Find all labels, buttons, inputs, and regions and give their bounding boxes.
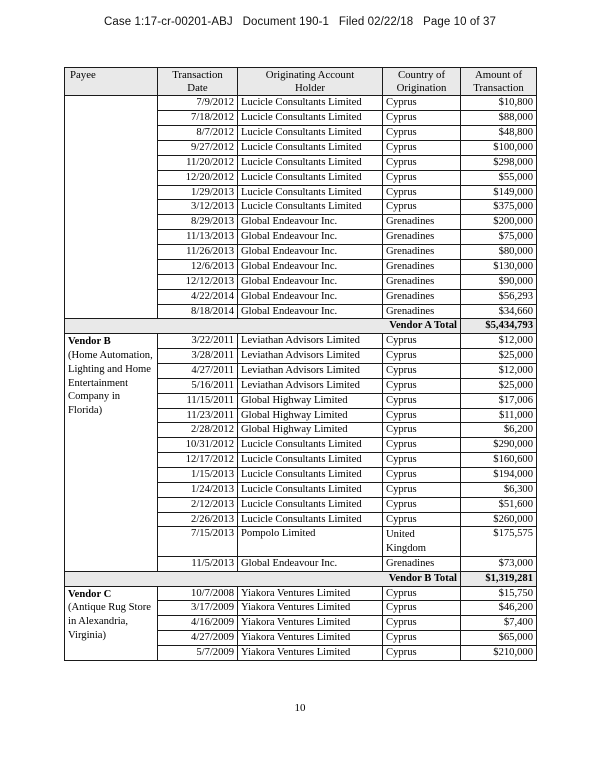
account-holder-cell: Lucicle Consultants Limited	[238, 185, 383, 200]
transaction-date-cell: 11/15/2011	[158, 393, 238, 408]
amount-cell: $12,000	[461, 334, 537, 349]
amount-cell: $7,400	[461, 616, 537, 631]
account-holder-cell: Lucicle Consultants Limited	[238, 96, 383, 111]
vendor-transactions-table	[64, 67, 537, 661]
account-holder-cell: Lucicle Consultants Limited	[238, 467, 383, 482]
account-holder-cell: Global Endeavour Inc.	[238, 556, 383, 571]
transaction-date-cell: 2/12/2013	[158, 497, 238, 512]
transaction-date-cell: 11/5/2013	[158, 556, 238, 571]
transaction-date-cell: 4/16/2009	[158, 616, 238, 631]
country-cell: Cyprus	[383, 200, 461, 215]
account-holder-cell: Global Highway Limited	[238, 393, 383, 408]
country-cell: Cyprus	[383, 646, 461, 661]
column-header-amount-line2: Transaction	[473, 81, 524, 94]
amount-cell: $10,800	[461, 96, 537, 111]
transaction-date-cell: 8/7/2012	[158, 126, 238, 141]
country-cell: Cyprus	[383, 512, 461, 527]
transaction-date-cell: 11/23/2011	[158, 408, 238, 423]
amount-cell: $175,575	[461, 527, 537, 556]
transaction-date-cell: 1/29/2013	[158, 185, 238, 200]
amount-cell: $17,006	[461, 393, 537, 408]
account-holder-cell: Yiakora Ventures Limited	[238, 631, 383, 646]
vendor-total-value: $1,319,281	[461, 571, 537, 586]
amount-cell: $56,293	[461, 289, 537, 304]
account-holder-cell: Lucicle Consultants Limited	[238, 126, 383, 141]
transaction-date-cell: 12/17/2012	[158, 453, 238, 468]
country-cell: Grenadines	[383, 259, 461, 274]
transaction-date-cell: 4/22/2014	[158, 289, 238, 304]
account-holder-cell: Lucicle Consultants Limited	[238, 482, 383, 497]
amount-cell: $12,000	[461, 363, 537, 378]
account-holder-cell: Yiakora Ventures Limited	[238, 616, 383, 631]
account-holder-cell: Leviathan Advisors Limited	[238, 349, 383, 364]
payee-vendor-description: (Antique Rug Store in Alexandria, Virginia)	[68, 602, 151, 641]
account-holder-cell: Yiakora Ventures Limited	[238, 586, 383, 601]
amount-cell: $130,000	[461, 259, 537, 274]
transactions-table-container	[64, 67, 536, 661]
country-cell: Grenadines	[383, 245, 461, 260]
country-cell: Cyprus	[383, 126, 461, 141]
country-cell: United Kingdom	[383, 527, 461, 556]
country-cell: Cyprus	[383, 111, 461, 126]
amount-cell: $25,000	[461, 349, 537, 364]
account-holder-cell: Lucicle Consultants Limited	[238, 497, 383, 512]
account-holder-cell: Yiakora Ventures Limited	[238, 646, 383, 661]
country-cell: Cyprus	[383, 616, 461, 631]
vendor-total-row	[65, 571, 537, 586]
table-row	[65, 334, 537, 349]
transaction-date-cell: 11/20/2012	[158, 155, 238, 170]
transaction-date-cell: 3/28/2011	[158, 349, 238, 364]
column-header-country-of-origination	[383, 68, 461, 96]
country-cell: Grenadines	[383, 556, 461, 571]
amount-cell: $55,000	[461, 170, 537, 185]
country-cell: Cyprus	[383, 185, 461, 200]
transaction-date-cell: 8/29/2013	[158, 215, 238, 230]
account-holder-cell: Global Endeavour Inc.	[238, 274, 383, 289]
amount-cell: $48,800	[461, 126, 537, 141]
country-cell: Cyprus	[383, 96, 461, 111]
page-number: 10	[294, 702, 306, 714]
transaction-date-cell: 9/27/2012	[158, 141, 238, 156]
transaction-date-cell: 12/12/2013	[158, 274, 238, 289]
table-header	[65, 68, 537, 96]
amount-cell: $260,000	[461, 512, 537, 527]
transaction-date-cell: 2/28/2012	[158, 423, 238, 438]
amount-cell: $80,000	[461, 245, 537, 260]
transaction-date-cell: 2/26/2013	[158, 512, 238, 527]
account-holder-cell: Yiakora Ventures Limited	[238, 601, 383, 616]
account-holder-cell: Leviathan Advisors Limited	[238, 363, 383, 378]
vendor-total-label: Vendor A Total	[65, 319, 461, 334]
country-cell: Grenadines	[383, 215, 461, 230]
transaction-date-cell: 3/12/2013	[158, 200, 238, 215]
country-cell: Cyprus	[383, 438, 461, 453]
amount-cell: $73,000	[461, 556, 537, 571]
amount-cell: $11,000	[461, 408, 537, 423]
amount-cell: $88,000	[461, 111, 537, 126]
account-holder-cell: Global Endeavour Inc.	[238, 289, 383, 304]
amount-cell: $375,000	[461, 200, 537, 215]
account-holder-cell: Leviathan Advisors Limited	[238, 334, 383, 349]
amount-cell: $75,000	[461, 230, 537, 245]
payee-vendor-name: Vendor B	[68, 336, 111, 348]
country-cell: Cyprus	[383, 155, 461, 170]
amount-cell: $298,000	[461, 155, 537, 170]
table-header-row	[65, 68, 537, 96]
country-cell: Cyprus	[383, 408, 461, 423]
vendor-total-value: $5,434,793	[461, 319, 537, 334]
amount-cell: $149,000	[461, 185, 537, 200]
account-holder-cell: Lucicle Consultants Limited	[238, 111, 383, 126]
country-cell: Grenadines	[383, 274, 461, 289]
country-cell: Grenadines	[383, 304, 461, 319]
amount-cell: $15,750	[461, 586, 537, 601]
payee-cell	[65, 586, 158, 660]
account-holder-cell: Lucicle Consultants Limited	[238, 512, 383, 527]
column-header-country-line2: Origination	[396, 81, 447, 94]
amount-cell: $46,200	[461, 601, 537, 616]
account-holder-cell: Lucicle Consultants Limited	[238, 141, 383, 156]
account-holder-cell: Global Endeavour Inc.	[238, 230, 383, 245]
account-holder-cell: Global Highway Limited	[238, 408, 383, 423]
transaction-date-cell: 12/6/2013	[158, 259, 238, 274]
vendor-total-label: Vendor B Total	[65, 571, 461, 586]
column-header-amount-of-transaction	[461, 68, 537, 96]
account-holder-cell: Global Highway Limited	[238, 423, 383, 438]
table-row	[65, 96, 537, 111]
amount-cell: $194,000	[461, 467, 537, 482]
country-cell: Cyprus	[383, 482, 461, 497]
transaction-date-cell: 4/27/2011	[158, 363, 238, 378]
transaction-date-cell: 8/18/2014	[158, 304, 238, 319]
amount-cell: $210,000	[461, 646, 537, 661]
column-header-payee: Payee	[65, 68, 158, 96]
account-holder-cell: Lucicle Consultants Limited	[238, 438, 383, 453]
transaction-date-cell: 3/22/2011	[158, 334, 238, 349]
transaction-date-cell: 5/7/2009	[158, 646, 238, 661]
transaction-date-cell: 10/7/2008	[158, 586, 238, 601]
country-cell: Cyprus	[383, 334, 461, 349]
transaction-date-cell: 7/15/2013	[158, 527, 238, 556]
amount-cell: $25,000	[461, 378, 537, 393]
country-cell: Cyprus	[383, 363, 461, 378]
country-cell: Cyprus	[383, 423, 461, 438]
transaction-date-cell: 7/18/2012	[158, 111, 238, 126]
transaction-date-cell: 11/13/2013	[158, 230, 238, 245]
vendor-total-row	[65, 319, 537, 334]
account-holder-cell: Pompolo Limited	[238, 527, 383, 556]
column-header-transaction-date-line1: Transaction	[172, 69, 223, 81]
country-cell: Grenadines	[383, 230, 461, 245]
column-header-transaction-date	[158, 68, 238, 96]
country-cell: Cyprus	[383, 349, 461, 364]
account-holder-cell: Leviathan Advisors Limited	[238, 378, 383, 393]
table-body	[65, 96, 537, 660]
column-header-transaction-date-line2: Date	[187, 81, 208, 94]
column-header-country-line1: Country of	[397, 69, 446, 81]
amount-cell: $160,600	[461, 453, 537, 468]
country-cell: Cyprus	[383, 141, 461, 156]
account-holder-cell: Global Endeavour Inc.	[238, 304, 383, 319]
transaction-date-cell: 1/15/2013	[158, 467, 238, 482]
column-header-holder-line1: Originating Account	[265, 69, 355, 81]
amount-cell: $6,300	[461, 482, 537, 497]
country-cell: Cyprus	[383, 631, 461, 646]
country-cell: Cyprus	[383, 378, 461, 393]
case-caption-header: Case 1:17-cr-00201-ABJ Document 190-1 Filed 02/22/18 Page 10 of 37	[103, 16, 497, 28]
country-cell: Cyprus	[383, 497, 461, 512]
country-cell: Cyprus	[383, 453, 461, 468]
amount-cell: $290,000	[461, 438, 537, 453]
transaction-date-cell: 12/20/2012	[158, 170, 238, 185]
transaction-date-cell: 1/24/2013	[158, 482, 238, 497]
transaction-date-cell: 7/9/2012	[158, 96, 238, 111]
country-cell: Cyprus	[383, 170, 461, 185]
amount-cell: $6,200	[461, 423, 537, 438]
payee-vendor-name: Vendor C	[68, 588, 112, 600]
account-holder-cell: Global Endeavour Inc.	[238, 245, 383, 260]
country-cell: Cyprus	[383, 467, 461, 482]
amount-cell: $65,000	[461, 631, 537, 646]
amount-cell: $51,600	[461, 497, 537, 512]
account-holder-cell: Lucicle Consultants Limited	[238, 453, 383, 468]
country-cell: Cyprus	[383, 393, 461, 408]
account-holder-cell: Global Endeavour Inc.	[238, 259, 383, 274]
transaction-date-cell: 11/26/2013	[158, 245, 238, 260]
column-header-amount-line1: Amount of	[474, 69, 523, 81]
country-cell: Cyprus	[383, 601, 461, 616]
column-header-originating-account-holder	[238, 68, 383, 96]
country-cell: Cyprus	[383, 586, 461, 601]
account-holder-cell: Lucicle Consultants Limited	[238, 155, 383, 170]
account-holder-cell: Lucicle Consultants Limited	[238, 170, 383, 185]
column-header-holder-line2: Holder	[295, 81, 325, 94]
table-row	[65, 586, 537, 601]
payee-cell	[65, 334, 158, 572]
transaction-date-cell: 4/27/2009	[158, 631, 238, 646]
transaction-date-cell: 5/16/2011	[158, 378, 238, 393]
transaction-date-cell: 3/17/2009	[158, 601, 238, 616]
payee-cell	[65, 96, 158, 319]
account-holder-cell: Global Endeavour Inc.	[238, 215, 383, 230]
account-holder-cell: Lucicle Consultants Limited	[238, 200, 383, 215]
amount-cell: $34,660	[461, 304, 537, 319]
amount-cell: $90,000	[461, 274, 537, 289]
amount-cell: $200,000	[461, 215, 537, 230]
amount-cell: $100,000	[461, 141, 537, 156]
payee-vendor-description: (Home Automation, Lighting and Home Entertainment Company in Florida)	[68, 349, 153, 417]
transaction-date-cell: 10/31/2012	[158, 438, 238, 453]
country-cell: Grenadines	[383, 289, 461, 304]
